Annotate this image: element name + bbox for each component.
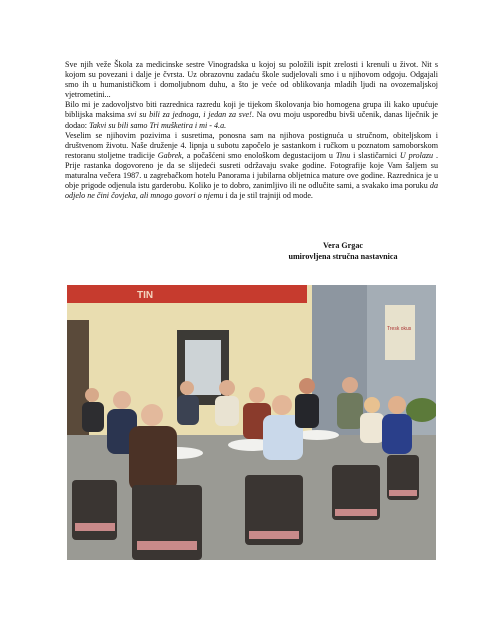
italic-run: U prolazu <box>399 150 434 160</box>
paragraph <box>65 100 438 130</box>
italic-run: svi su bili za jednoga, i jedan za sve! <box>127 110 252 120</box>
text-run: Sve njih veže Škola za medicinske sestre Vinogradska u kojoj su položili ispit zrelosti i krenuli u život. Nit s kojom su povezani i dalje je čvrsta. Uz obrazovnu zadaću škole sudjelovali smo i u njihovom odgoju. Odgajali smo ih u humanističkom i domoljubnom duhu, a što je veće od oblikovanja mladih ljudi na ovozemaljskoj vjetrometini... <box>65 60 438 100</box>
awning <box>67 285 307 303</box>
body-text <box>65 60 438 201</box>
italic-run: da odjelo ne čini čovjeka, ali mnogo govori o njemu <box>65 181 438 201</box>
cafe-sign: TIN <box>137 290 154 301</box>
italic-run: Tinu <box>335 150 351 160</box>
photo-illustration <box>67 285 436 560</box>
author-name: Vera Grgac <box>323 241 363 250</box>
paragraph <box>65 60 438 100</box>
author-title: umirovljena stručna nastavnica <box>288 251 398 261</box>
poster-text: Tresk okus <box>387 326 412 332</box>
text-run: Veselim se njihovim pozivima i susretima, ponosna sam na njihova postignuća u stručnom, obiteljskom i društvenom životu. Naše druženje 4. lipnja u subotu započelo je sastankom i ručkom u poznatom samoborskom restoranu stoljetne tradicije <box>65 130 438 160</box>
text-run: , a počašćeni smo enološkom degustacijom u <box>181 150 336 160</box>
poster <box>385 305 415 360</box>
italic-run: Takvi su bili samo Tri mušketira i mi - 4.a. <box>89 120 227 130</box>
italic-run: Gabrek <box>157 150 182 160</box>
text-run: i da je stil trajniji od mode. <box>223 191 313 201</box>
group-photo <box>67 285 436 560</box>
text-run: Bilo mi je zadovoljstvo biti razrednica razredu koji je tijekom školovanja bio homogena grupa ili kako upućuje biblijska maksima <box>65 100 438 120</box>
text-run: i slastičarnici <box>350 150 400 160</box>
signature <box>250 241 436 262</box>
text-run: . Prije rastanka dogovoreno je da se slijedeći susreti održavaju svake godine. Fotografije koje Vam šaljem su maturalna večera 1987. u zagrebačkom hotelu Panorama i jubilarna obljetnica mature ove godine. Razrednica je u obje prigode odjenula istu garderobu. Koliko je to dobro, zanimljivo ili ne odlučite sami, a svakako ima poruku <box>65 150 439 191</box>
text-run: . Na ovu moju usporedbu bivši učenik, danas liječnik je dodao: <box>65 110 438 130</box>
paragraph <box>65 131 438 202</box>
